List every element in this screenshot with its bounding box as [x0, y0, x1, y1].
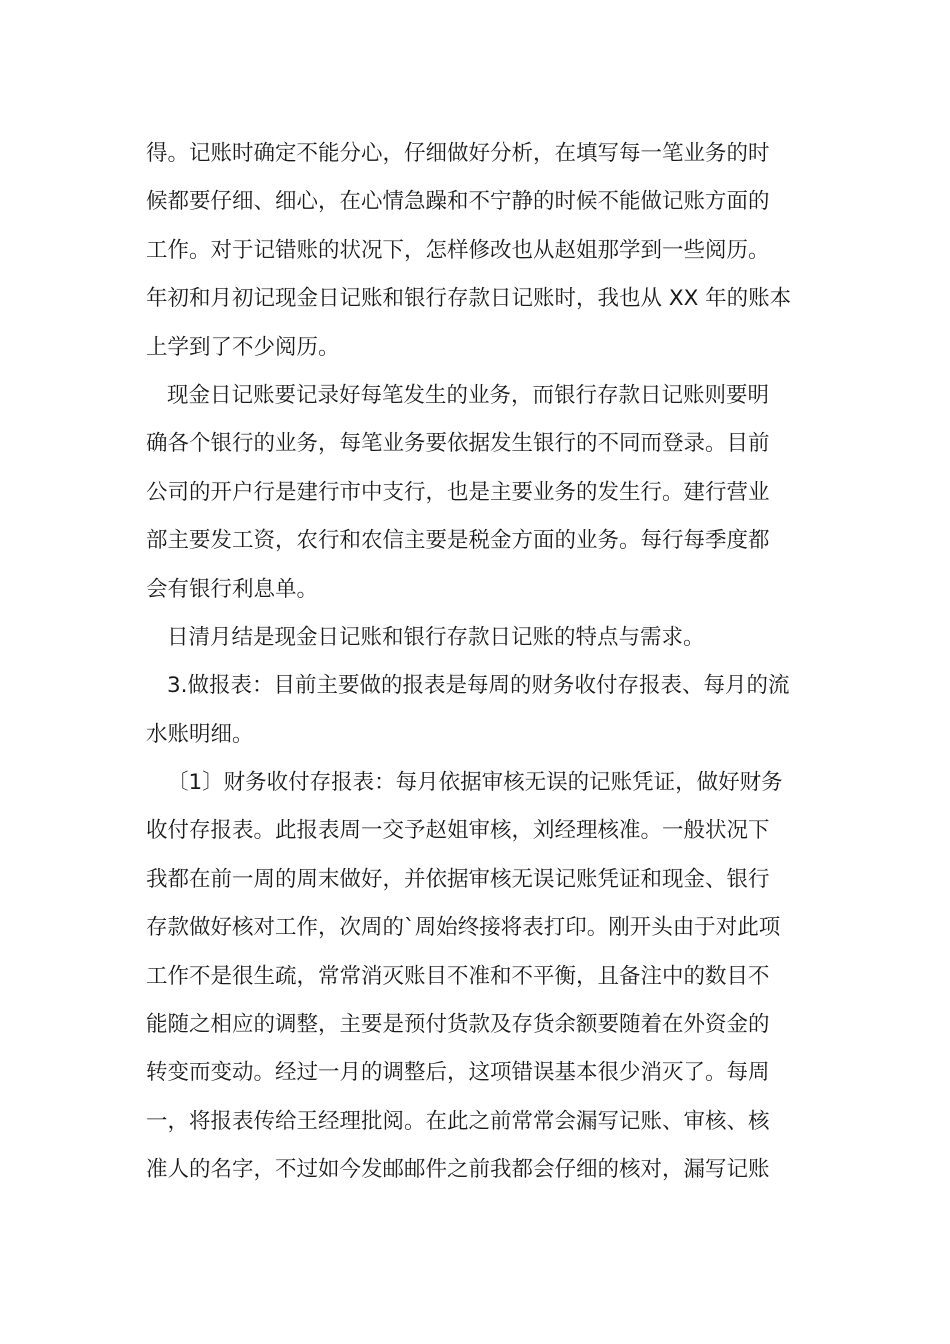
text-line: 工作。对于记错账的状况下，怎样修改也从赵姐那学到一些阅历。: [146, 237, 770, 263]
body-text: [146, 130, 816, 1195]
text-line: 确各个银行的业务，每笔业务要依据发生银行的不同而登录。目前: [146, 431, 770, 457]
text-line: 候都要仔细、细心，在心情急躁和不宁静的时候不能做记账方面的: [146, 189, 770, 215]
text-line: 上学到了不少阅历。: [146, 334, 340, 360]
text-line: 日清月结是现金日记账和银行存款日记账的特点与需求。: [167, 624, 705, 650]
text-line: 准人的名字，不过如今发邮邮件之前我都会仔细的核对，漏写记账: [146, 1157, 770, 1183]
text-line: 转变而变动。经过一月的调整后，这项错误基本很少消灭了。每周: [146, 1060, 770, 1086]
text-line: 年初和月初记现金日记账和银行存款日记账时，我也从 XX 年的账本: [146, 286, 792, 312]
text-line: 得。记账时确定不能分心，仔细做好分析，在填写每一笔业务的时: [146, 141, 770, 166]
text-line: 会有银行利息单。: [146, 576, 319, 602]
text-line: 收付存报表。此报表周一交予赵姐审核，刘经理核准。一般状况下: [146, 818, 770, 844]
text-line: 工作不是很生疏，常常消灭账目不准和不平衡，且备注中的数目不: [146, 963, 770, 989]
text-line: 存款做好核对工作，次周的`周始终接将表打印。刚开头由于对此项: [146, 915, 781, 941]
text-line: 一，将报表传给王经理批阅。在此之前常常会漏写记账、审核、核: [146, 1108, 770, 1134]
text-line: 能随之相应的调整，主要是预付货款及存货余额要随着在外资金的: [146, 1012, 770, 1038]
text-line: 我都在前一周的周末做好，并依据审核无误记账凭证和现金、银行: [146, 866, 770, 892]
text-line: 部主要发工资，农行和农信主要是税金方面的业务。每行每季度都: [146, 528, 770, 554]
text-line: 3.做报表：目前主要做的报表是每周的财务收付存报表、每月的流: [167, 673, 790, 699]
text-line: 〔1〕财务收付存报表：每月依据审核无误的记账凭证，做好财务: [167, 770, 783, 796]
text-line: 公司的开户行是建行市中支行，也是主要业务的发生行。建行营业: [146, 479, 770, 505]
text-line: 水账明细。: [146, 721, 254, 747]
text-line: 现金日记账要记录好每笔发生的业务，而银行存款日记账则要明: [167, 382, 770, 408]
